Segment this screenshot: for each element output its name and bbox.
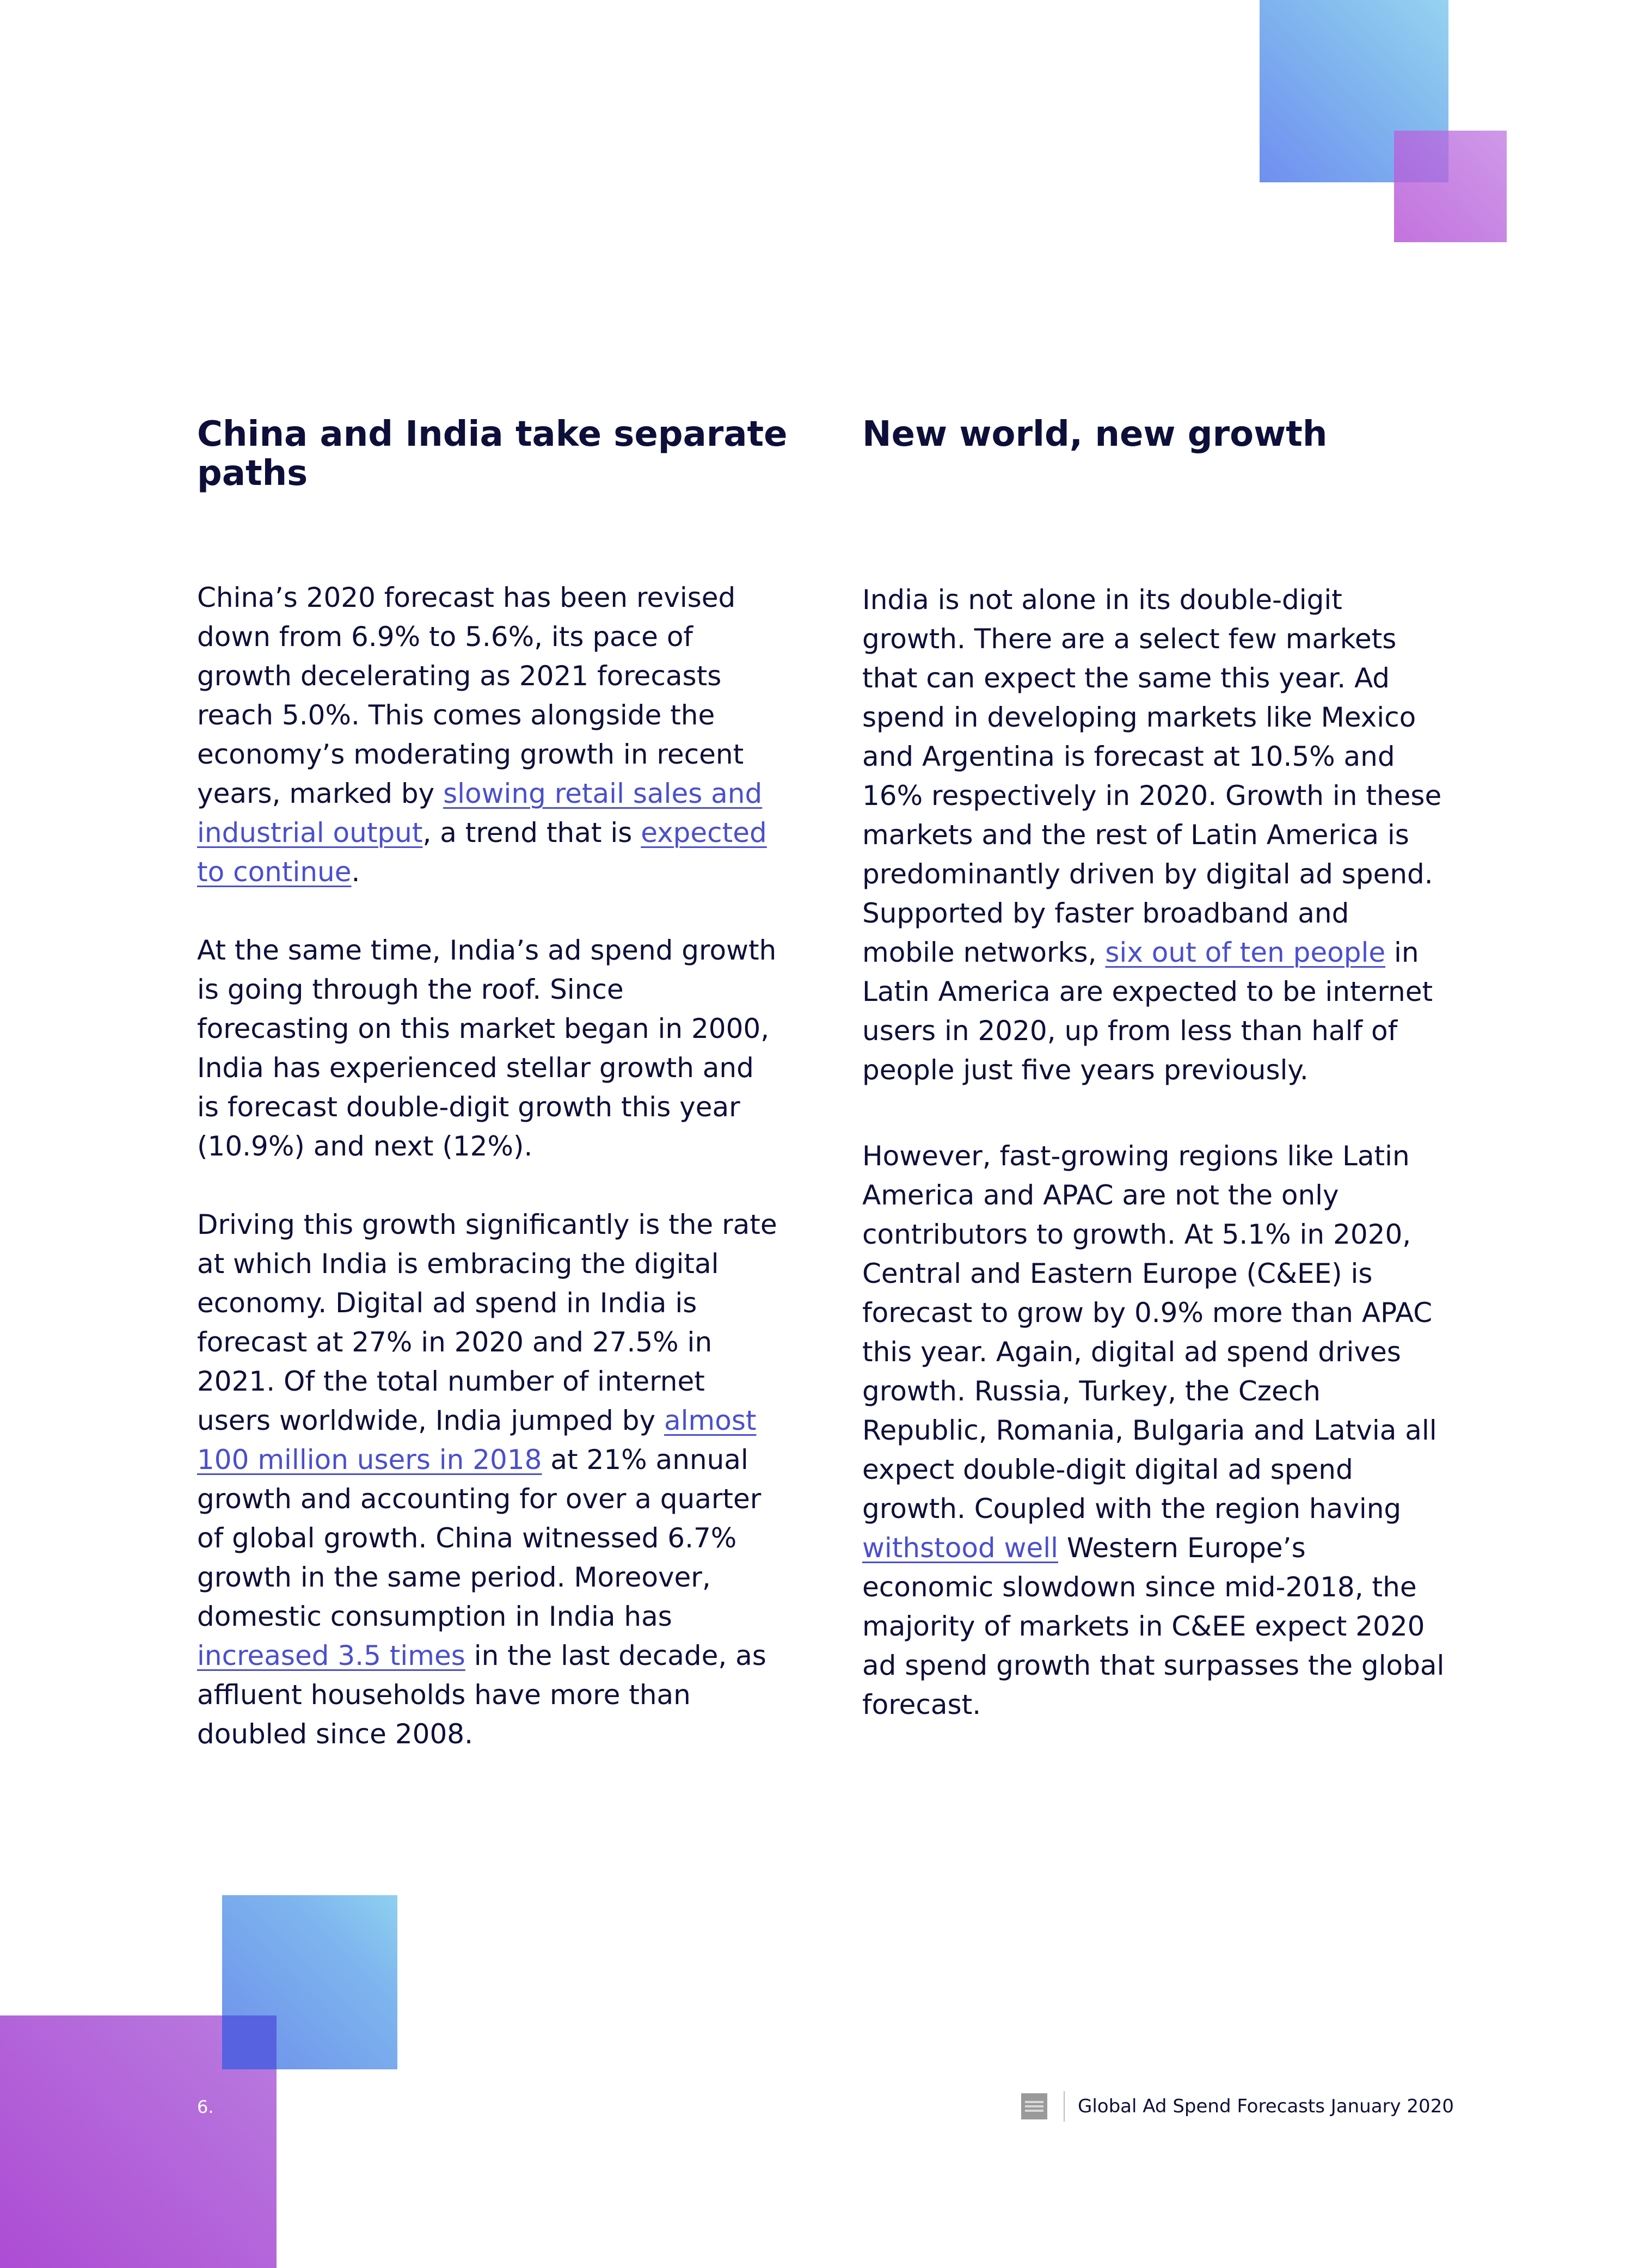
paragraph-china-forecast: China’s 2020 forecast has been revised down from 6.9% to 5.6%, its pace of growth decelerating as 2021 forecasts reach 5.0%. This comes alongside the economy’s moderating growth in recent years, marked by slowing retail sales and industrial output, a trend that is expected to continue. (197, 582, 767, 888)
section-heading-new-world: New world, new growth (862, 414, 1328, 454)
link-withstood-well[interactable]: withstood well (862, 1532, 1058, 1564)
paragraph-central-eastern-europe: However, fast-growing regions like Latin America and APAC are not the only contributors to growth. At 5.1% in 2020, Central and Eastern Europe (C&EE) is forecast to grow by 0.9% more than APAC this year. Again, digital ad spend drives growth. Russia, Turkey, the Czech Republic, Romania, Bulgaria and Latvia all expect double-digit digital ad spend growth. Coupled with the region having withstood well Western Europe’s economic slowdown since mid-2018, the majority of markets in C&EE expect 2020 ad spend growth that surpasses the global forecast. (862, 1140, 1445, 1720)
decorative-square-top-right-purple (1394, 131, 1507, 242)
paragraph-india-growth: At the same time, India’s ad spend growth is going through the roof. Since forecasting on this market began in 2000, India has experienced stellar growth and is forecast double-digit growth this year (10.9%) and next (12%). (197, 935, 777, 1162)
left-column (197, 578, 779, 1793)
decorative-overlap-bottom-left (222, 2015, 277, 2069)
link-almost-100-million-users[interactable]: almost 100 million users in 2018 (197, 1405, 757, 1476)
link-six-out-of-ten-people[interactable]: six out of ten people (1105, 937, 1386, 968)
paragraph-india-digital: Driving this growth significantly is the rate at which India is embracing the digital economy. Digital ad spend in India is forecast at 27% in 2020 and 27.5% in 2021. Of the total number of internet users worldwide, India jumped by almost 100 million users in 2018 at 21% annual growth and accounting for over a quarter of global growth. China witnessed 6.7% growth in the same period. Moreover, domestic consumption in India has increased 3.5 times in the last decade, as affluent households have more than doubled since 2008. (197, 1209, 777, 1750)
footer-document-title: Global Ad Spend Forecasts January 2020 (1078, 2095, 1454, 2117)
footer-divider (1064, 2091, 1065, 2122)
page-number: 6. (197, 2097, 214, 2117)
dentsu-aegis-network-logo-icon (1021, 2093, 1047, 2119)
link-expected-to-continue[interactable]: expected to continue (197, 817, 767, 888)
right-column (862, 580, 1445, 1763)
link-increased-3-5-times[interactable]: increased 3.5 times (197, 1640, 465, 1671)
paragraph-latin-america: India is not alone in its double-digit growth. There are a select few markets that can expect the same this year. Ad spend in developing markets like Mexico and Argentina is forecast at 10.5% and 16% respectively in 2020. Growth in these markets and the rest of Latin America is predominantly driven by digital ad spend. Supported by faster broadband and mobile networks, six out of ten people in Latin America are expected to be internet users in 2020, up from less than half of people just five years previously. (862, 584, 1442, 1086)
link-slowing-retail-sales[interactable]: slowing retail sales and industrial output (197, 778, 763, 849)
section-heading-china-india: China and India take separate paths (197, 414, 788, 494)
